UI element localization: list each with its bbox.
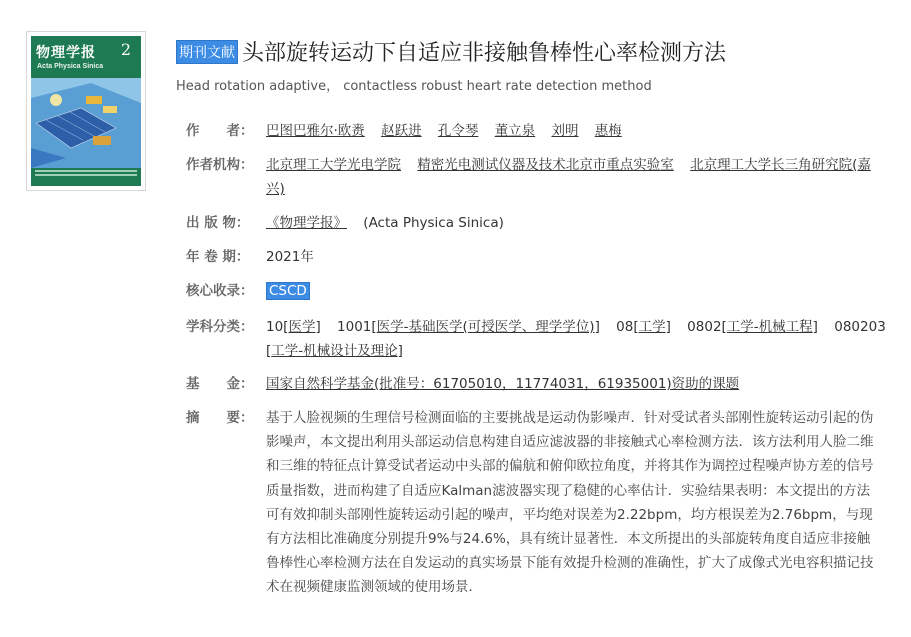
subject-bracket: ] [665,319,671,335]
fund-value [266,372,886,396]
cover-journal-english: Acta Physica Sinica [37,63,104,70]
author-link[interactable]: 刘明 [551,123,579,139]
subject-link[interactable]: 医学 [288,319,316,335]
author-link[interactable]: 赵跃进 [381,123,422,139]
subject-label: 学科分类： [186,319,254,335]
core-value [266,279,886,303]
article-english-title: Head rotation adaptive， contactless robust heart rate detection method [176,79,652,94]
subject-bracket: ] [812,319,818,335]
article-title-line [176,36,726,67]
abstract-label: 摘 要： [186,410,254,426]
year-value: 2021年 [266,249,314,265]
subject-code: 1001[ [337,319,377,335]
subject-bracket: ] [315,319,321,335]
subject-code: 10[ [266,319,289,335]
affiliation-link[interactable]: 北京理工大学长三角研究院(嘉兴) [266,157,871,197]
affiliations-value [266,153,886,201]
fund-link[interactable]: 国家自然科学基金(批准号：61705010，11774031，61935001)资助的课题 [266,376,740,392]
publication-link[interactable]: 《物理学报》 [266,215,347,231]
abstract-text: 基于人脸视频的生理信号检测面临的主要挑战是运动伪影噪声．针对受试者头部刚性旋转运动引起的伪影噪声，本文提出利用头部运动信息构建自适应滤波器的非接触式心率检测方法．该方法利用人脸二维和三维的特征点计算受试者运动中头部的偏航和俯仰欧拉角度，并将其作为调控过程噪声协方差的信号质量指数，进而构建了自适应Kalman滤波器实现了稳健的心率估计．实验结果表明：本文提出的方法可有效抑制头部刚性旋转运动引起的噪声，平均绝对误差为2.22bpm，均方根误差为2.76bpm，与现有方法相比准确度分别提升9%与24.6%，具有统计显著性．本文所提出的头部旋转角度自适应非接触鲁棒性心率检测方法在自发运动的真实场景下能有效提升检测的准确性，扩大了成像式光电容积描记技术在视频健康监测领域的使用场景． [266,410,874,596]
authors-value [266,119,886,143]
journal-cover-image [31,36,141,186]
affiliation-link[interactable]: 精密光电测试仪器及技术北京市重点实验室 [417,157,674,173]
author-link[interactable]: 董立泉 [494,123,536,139]
authors-label: 作 者： [186,123,254,139]
subject-link[interactable]: 工学-机械工程 [726,319,813,335]
document-type-tag: 期刊文献 [176,40,238,64]
subject-bracket: ] [397,343,403,359]
subject-bracket: [ [266,343,272,359]
publication-english: (Acta Physica Sinica) [363,215,504,231]
affiliations-label: 作者机构： [186,157,254,173]
cover-issue-number: 2 [120,40,131,59]
cover-footer [35,170,137,182]
article-title: 头部旋转运动下自适应非接触鲁棒性心率检测方法 [242,41,727,66]
subject-link[interactable]: 工学 [638,319,666,335]
core-label: 核心收录： [186,283,254,299]
subject-code: 08[ [616,319,639,335]
subject-code: 0802[ [687,319,727,335]
publication-label: 出 版 物： [186,215,250,231]
author-link[interactable]: 惠梅 [594,123,622,139]
subject-value [266,315,886,363]
fund-label: 基 金： [186,376,254,392]
cover-solar-panel-illustration [31,78,141,168]
journal-cover[interactable] [26,31,146,191]
author-link[interactable]: 巴图巴雅尔·欧赉 [266,123,365,139]
affiliation-link[interactable]: 北京理工大学光电学院 [266,157,401,173]
subject-bracket: ] [594,319,600,335]
core-index-badge: CSCD [266,282,310,300]
author-link[interactable]: 孔令琴 [437,123,479,139]
subject-code: 080203 [834,319,886,335]
publication-value [266,211,886,235]
cover-journal-title: 物理学报 [36,45,96,61]
year-label: 年 卷 期： [186,249,250,265]
subject-link[interactable]: 医学-基础医学(可授医学、理学学位) [376,319,595,335]
subject-link[interactable]: 工学-机械设计及理论 [271,343,398,359]
